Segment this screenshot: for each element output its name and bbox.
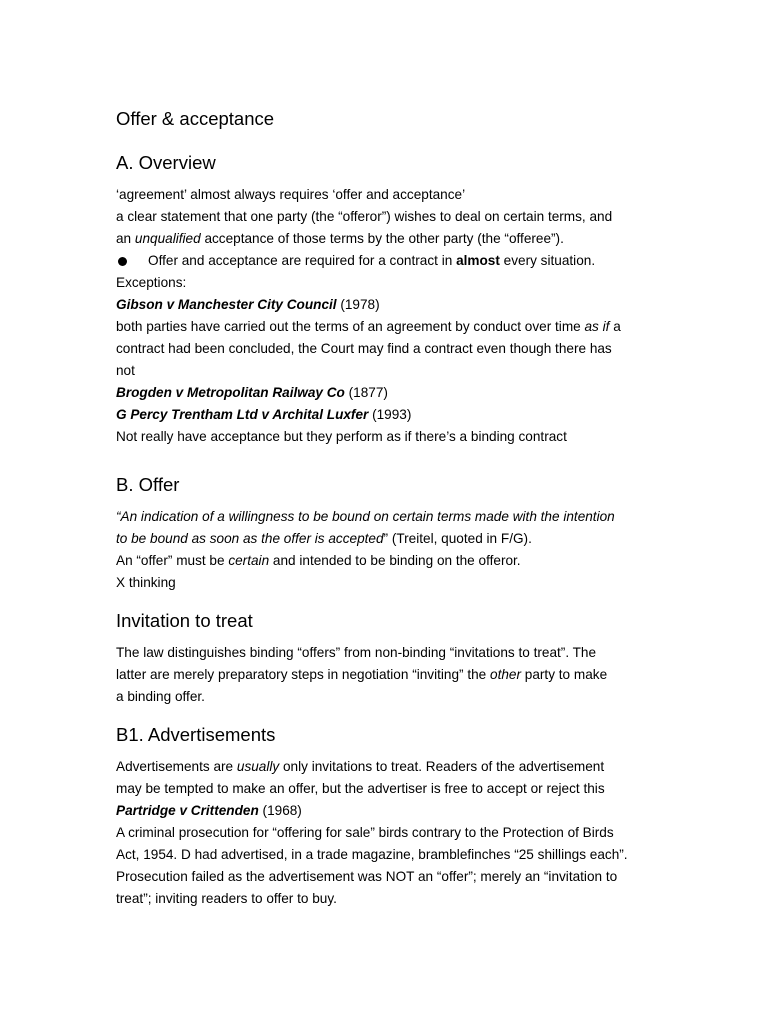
text-span: party to make	[521, 667, 608, 682]
paragraph-line: not	[116, 363, 135, 378]
paragraph-line: Act, 1954. D had advertised, in a trade magazine, bramblefinches “25 shillings each”.	[116, 847, 628, 862]
case-name: Partridge v Crittenden	[116, 803, 259, 818]
document-title: Offer & acceptance	[116, 108, 275, 129]
bullet-icon	[118, 257, 127, 266]
bullet-item	[116, 250, 656, 272]
case-name: Gibson v Manchester City Council	[116, 297, 337, 312]
quote-line	[116, 528, 656, 550]
case-year: (1978)	[336, 297, 380, 312]
text-span: only invitations to treat. Readers of the advertisement	[279, 759, 605, 774]
spacer	[116, 448, 656, 470]
case-year: (1993)	[368, 407, 412, 422]
note-line: X thinking	[116, 575, 176, 590]
quote-text: to be bound as soon as the offer is accepted	[116, 531, 384, 546]
text-span: An “offer” must be	[116, 553, 229, 568]
section-a-line-3	[116, 228, 656, 250]
bold-text: almost	[456, 253, 500, 268]
paragraph-line	[116, 316, 656, 338]
paragraph-line: Not really have acceptance but they perform as if there’s a binding contract	[116, 429, 567, 444]
text-span: Advertisements are	[116, 759, 237, 774]
exceptions-label: Exceptions:	[116, 275, 187, 290]
section-a-line-2: a clear statement that one party (the “offeror”) wishes to deal on certain terms, and	[116, 209, 613, 224]
section-a-line-1: ‘agreement’ almost always requires ‘offer and acceptance’	[116, 187, 466, 202]
section-b1-heading: B1. Advertisements	[116, 724, 276, 745]
text-span: an	[116, 231, 135, 246]
case-citation	[116, 294, 656, 316]
quote-line	[116, 506, 656, 528]
bullet-text	[148, 250, 595, 272]
text-span: every situation.	[499, 253, 596, 268]
text-span: Offer and acceptance are required for a contract in	[148, 253, 457, 268]
case-year: (1877)	[344, 385, 388, 400]
invitation-heading: Invitation to treat	[116, 610, 253, 631]
paragraph-line: treat”; inviting readers to offer to buy.	[116, 891, 337, 906]
case-name: G Percy Trentham Ltd v Archital Luxfer	[116, 407, 369, 422]
emphasis-text: as if	[584, 319, 610, 334]
paragraph-line: a binding offer.	[116, 689, 205, 704]
case-citation	[116, 404, 656, 426]
text-span: ” (Treitel, quoted in F/G).	[383, 531, 532, 546]
emphasis-text: usually	[236, 759, 280, 774]
emphasis-text: certain	[228, 553, 270, 568]
paragraph-line: contract had been concluded, the Court may find a contract even though there has	[116, 341, 612, 356]
case-name: Brogden v Metropolitan Railway Co	[116, 385, 345, 400]
quote-text: “An indication of a willingness to be bound on certain terms made with the intention	[116, 509, 615, 524]
paragraph-line: A criminal prosecution for “offering for sale” birds contrary to the Protection of Birds	[116, 825, 614, 840]
paragraph-line: Prosecution failed as the advertisement was NOT an “offer”; merely an “invitation to	[116, 869, 618, 884]
case-citation	[116, 382, 656, 404]
emphasis-text: unqualified	[134, 231, 201, 246]
text-span: a	[609, 319, 621, 334]
paragraph-line: may be tempted to make an offer, but the advertiser is free to accept or reject this	[116, 781, 605, 796]
document-page	[116, 104, 656, 910]
case-year: (1968)	[258, 803, 302, 818]
text-span: and intended to be binding on the offeror.	[269, 553, 521, 568]
section-b-heading: B. Offer	[116, 474, 180, 495]
emphasis-text: other	[490, 667, 521, 682]
text-span: both parties have carried out the terms of an agreement by conduct over time	[116, 319, 585, 334]
paragraph-line: The law distinguishes binding “offers” from non-binding “invitations to treat”. The	[116, 645, 597, 660]
paragraph-line	[116, 756, 656, 778]
section-a-heading: A. Overview	[116, 152, 216, 173]
case-citation	[116, 800, 656, 822]
paragraph-line	[116, 664, 656, 686]
paragraph-line	[116, 550, 656, 572]
text-span: acceptance of those terms by the other party (the “offeree”).	[200, 231, 564, 246]
spacer	[116, 594, 656, 606]
spacer	[116, 708, 656, 720]
text-span: latter are merely preparatory steps in negotiation “inviting” the	[116, 667, 491, 682]
